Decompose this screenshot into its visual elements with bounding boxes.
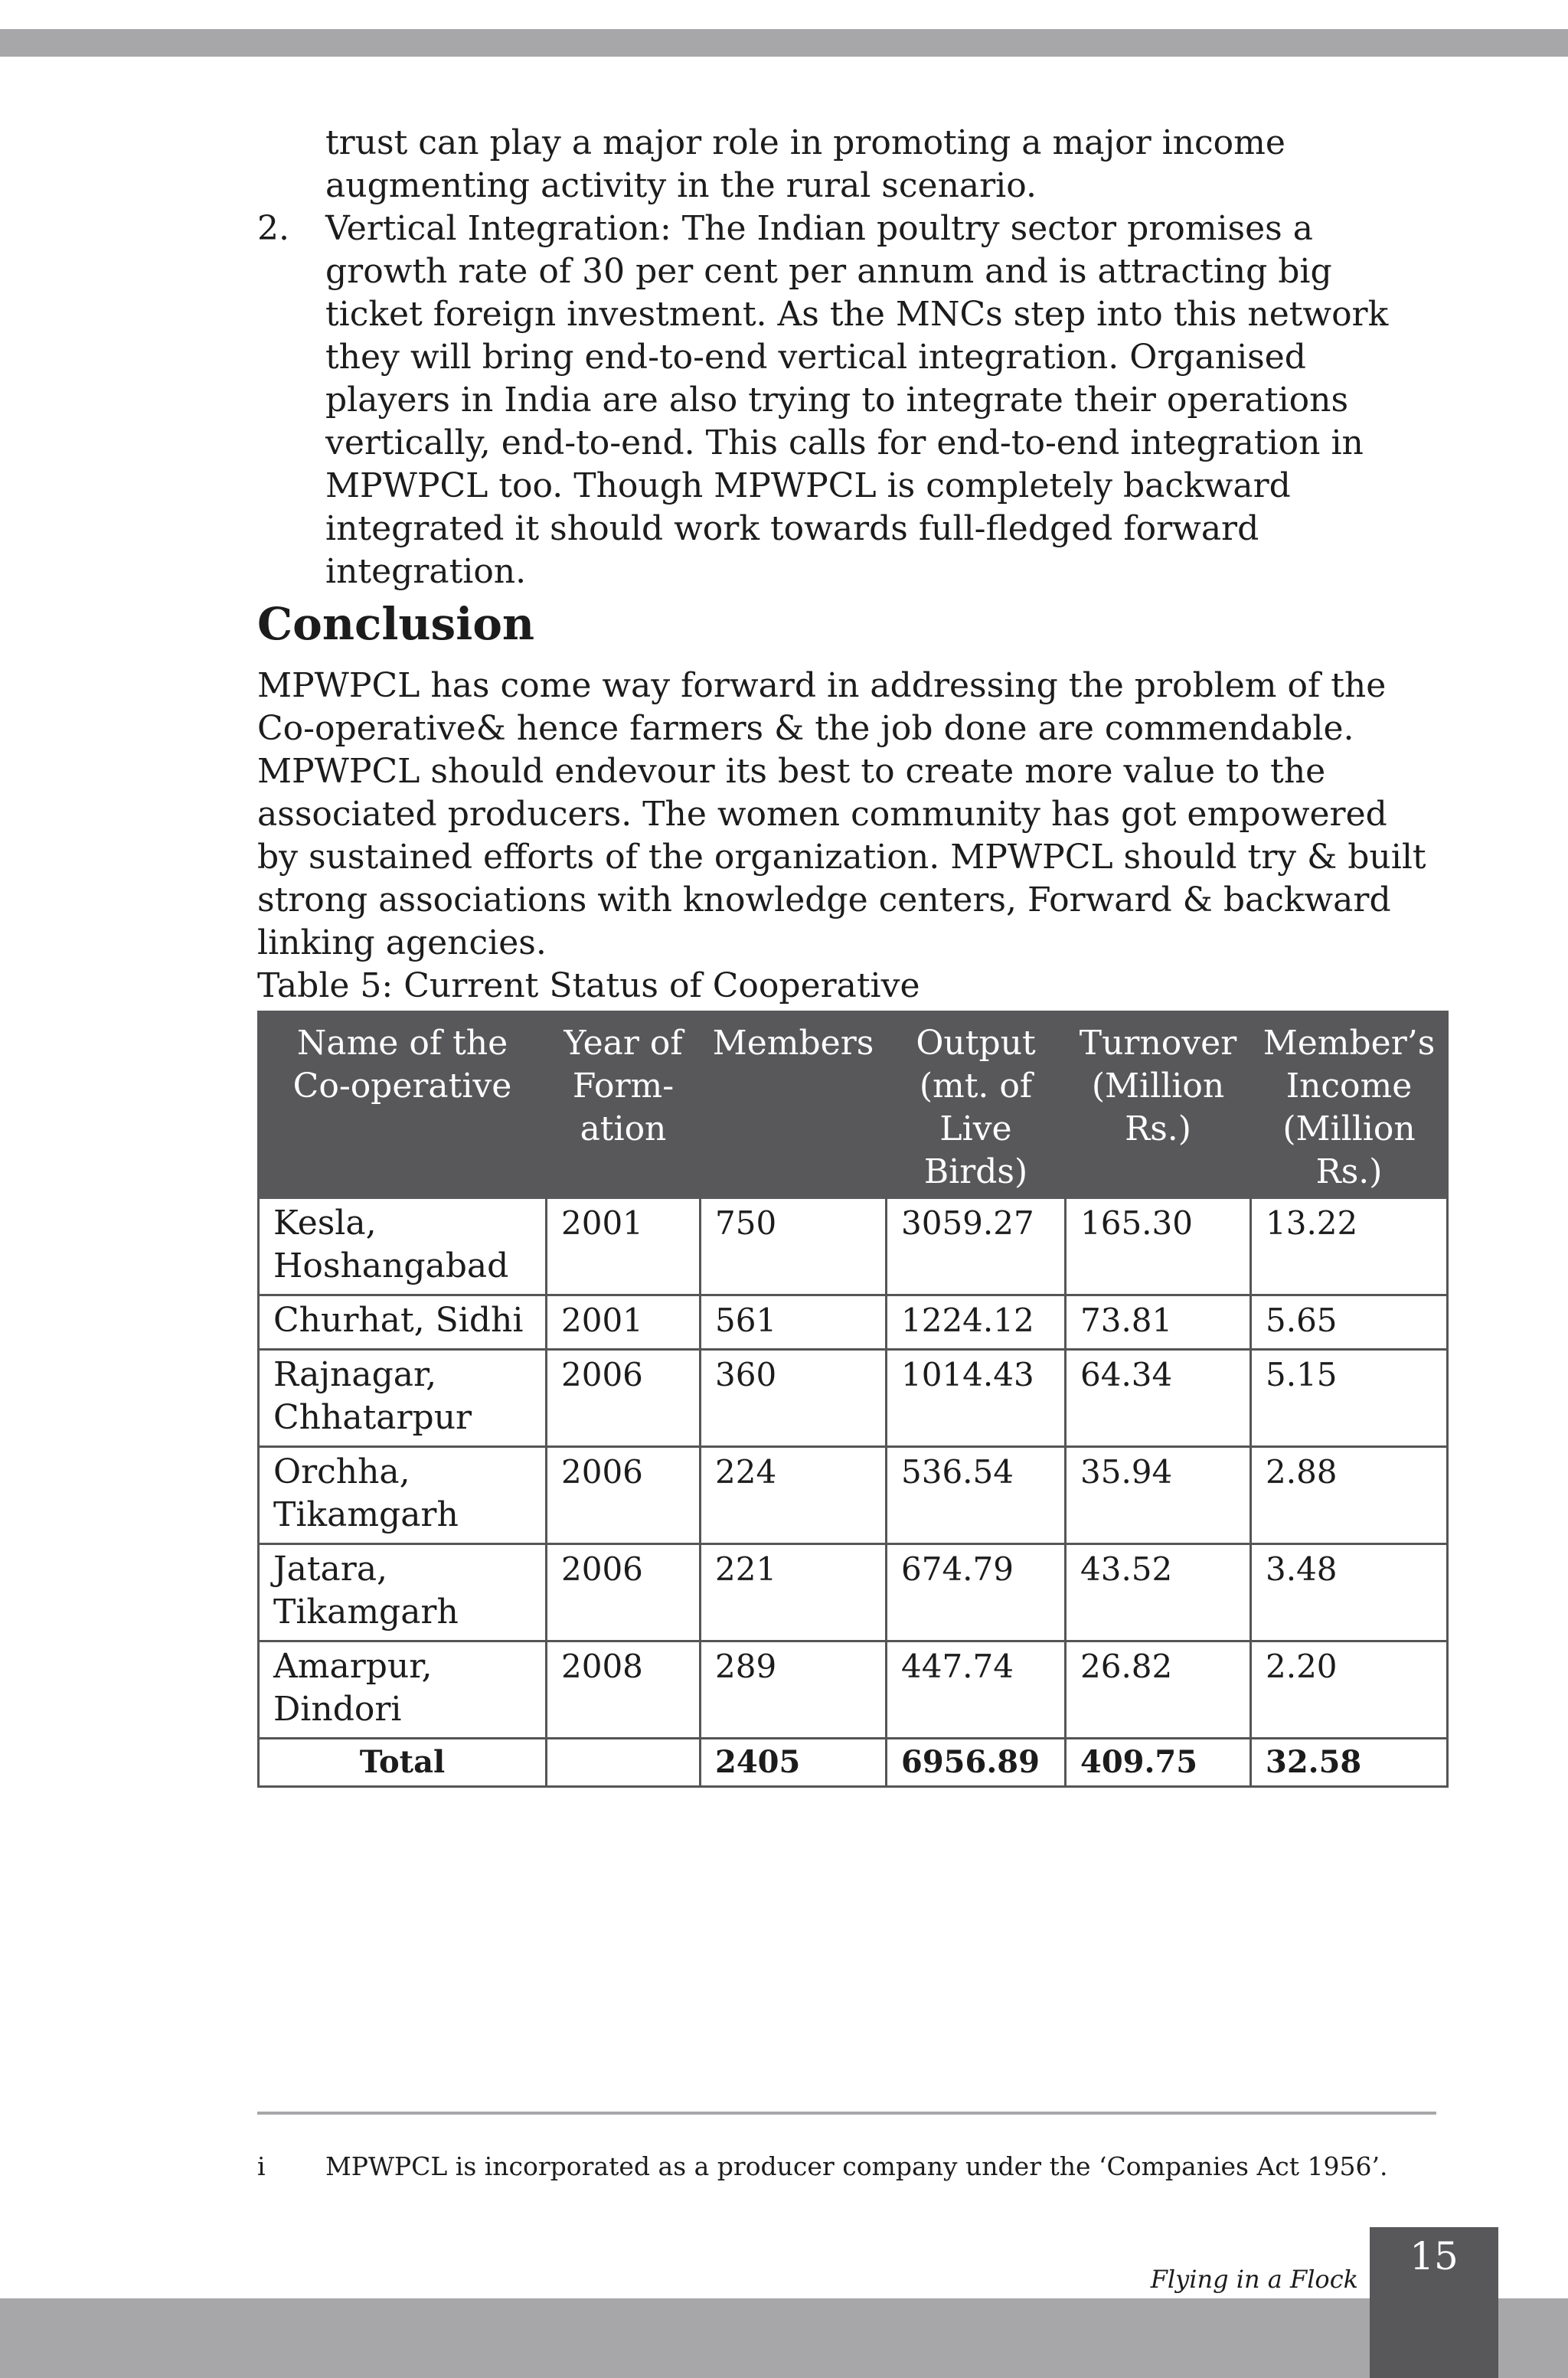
total-cell: 32.58 [1251, 1739, 1448, 1787]
table-row [259, 1544, 1448, 1641]
table-cell: Orchha, Tikamgarh [259, 1447, 547, 1544]
conclusion-paragraph: MPWPCL has come way forward in addressing the problem of the Co-operative& hence farmers & the job done are commendable. MPWPCL should endevour its best to create more value to the associated producers. The women community has got empowered by sustained efforts of the organization. MPWPCL should try & built strong associations with knowledge centers, Forward & backward linking agencies. [257, 666, 1426, 962]
table-cell: 2008 [547, 1641, 701, 1739]
table-cell: 3059.27 [887, 1198, 1066, 1295]
header-cell: Members [701, 1012, 887, 1198]
table-cell: 536.54 [887, 1447, 1066, 1544]
table-cell: 5.15 [1251, 1350, 1448, 1447]
table-cell: 674.79 [887, 1544, 1066, 1641]
table-cell: 561 [701, 1295, 887, 1350]
table-cell: 447.74 [887, 1641, 1066, 1739]
total-cell: 409.75 [1066, 1739, 1251, 1787]
table-cell: 2.20 [1251, 1641, 1448, 1739]
header-cell: Output (mt. of Live Birds) [887, 1012, 1066, 1198]
table-row [259, 1350, 1448, 1447]
table-cell: 289 [701, 1641, 887, 1739]
table-cell: 165.30 [1066, 1198, 1251, 1295]
continued-paragraph: trust can play a major role in promoting a major income augmenting activity in the rural scenario. [325, 123, 1285, 205]
table-cell: 2.88 [1251, 1447, 1448, 1544]
cooperative-status-table [257, 1011, 1449, 1788]
table-cell: 2001 [547, 1295, 701, 1350]
list-number: 2. [257, 209, 289, 248]
table-row [259, 1447, 1448, 1544]
table-cell: 35.94 [1066, 1447, 1251, 1544]
table-cell: 73.81 [1066, 1295, 1251, 1350]
table-cell: 2006 [547, 1350, 701, 1447]
table-cell: Churhat, Sidhi [259, 1295, 547, 1350]
bottom-bar [0, 2298, 1568, 2378]
header-cell: Turnover (Million Rs.) [1066, 1012, 1251, 1198]
total-cell: 6956.89 [887, 1739, 1066, 1787]
table-cell: 1224.12 [887, 1295, 1066, 1350]
header-cell: Name of the Co-operative [259, 1012, 547, 1198]
table-cell: 2006 [547, 1447, 701, 1544]
table-row [259, 1641, 1448, 1739]
total-cell: 2405 [701, 1739, 887, 1787]
running-title: Flying in a Flock [1150, 2265, 1358, 2294]
footnote-marker: i [257, 2151, 266, 2181]
list-text: Vertical Integration: The Indian poultry sector promises a growth rate of 30 per cent per annum and is attracting big ticket foreign investment. As the MNCs step into this network they will bring end-to-end vertical integration. Organised players in India are also trying to integrate their operations vertically, end-to-end. This calls for end-to-end integration in MPWPCL too. Though MPWPCL is completely backward integrated it should work towards full-fledged forward integration. [325, 209, 1389, 591]
table-header-row [259, 1012, 1448, 1198]
header-cell: Member’s Income (Million Rs.) [1251, 1012, 1448, 1198]
table-row [259, 1198, 1448, 1295]
table-cell: 64.34 [1066, 1350, 1251, 1447]
page-number: 15 [1410, 2234, 1459, 2278]
header-cell: Year of Form-ation [547, 1012, 701, 1198]
total-cell [547, 1739, 701, 1787]
table-cell: Kesla, Hoshangabad [259, 1198, 547, 1295]
table-cell: 750 [701, 1198, 887, 1295]
table-cell: 26.82 [1066, 1641, 1251, 1739]
table-cell: 224 [701, 1447, 887, 1544]
top-bar [0, 29, 1568, 57]
table-row [259, 1295, 1448, 1350]
table-total-row [259, 1739, 1448, 1787]
conclusion-heading: Conclusion [257, 598, 535, 650]
table-cell: 221 [701, 1544, 887, 1641]
table-cell: 1014.43 [887, 1350, 1066, 1447]
table-cell: Jatara, Tikamgarh [259, 1544, 547, 1641]
table-cell: 2006 [547, 1544, 701, 1641]
footnote-text: MPWPCL is incorporated as a producer company under the ‘Companies Act 1956’. [325, 2151, 1388, 2181]
total-label: Total [259, 1739, 547, 1787]
table-cell: 360 [701, 1350, 887, 1447]
table-cell: Amarpur, Dindori [259, 1641, 547, 1739]
footnote-divider [257, 2112, 1436, 2115]
table-cell: 5.65 [1251, 1295, 1448, 1350]
table-cell: Rajnagar, Chhatarpur [259, 1350, 547, 1447]
table-cell: 43.52 [1066, 1544, 1251, 1641]
table-cell: 2001 [547, 1198, 701, 1295]
table-caption: Table 5: Current Status of Cooperative [257, 966, 920, 1005]
table-cell: 13.22 [1251, 1198, 1448, 1295]
table-cell: 3.48 [1251, 1544, 1448, 1641]
